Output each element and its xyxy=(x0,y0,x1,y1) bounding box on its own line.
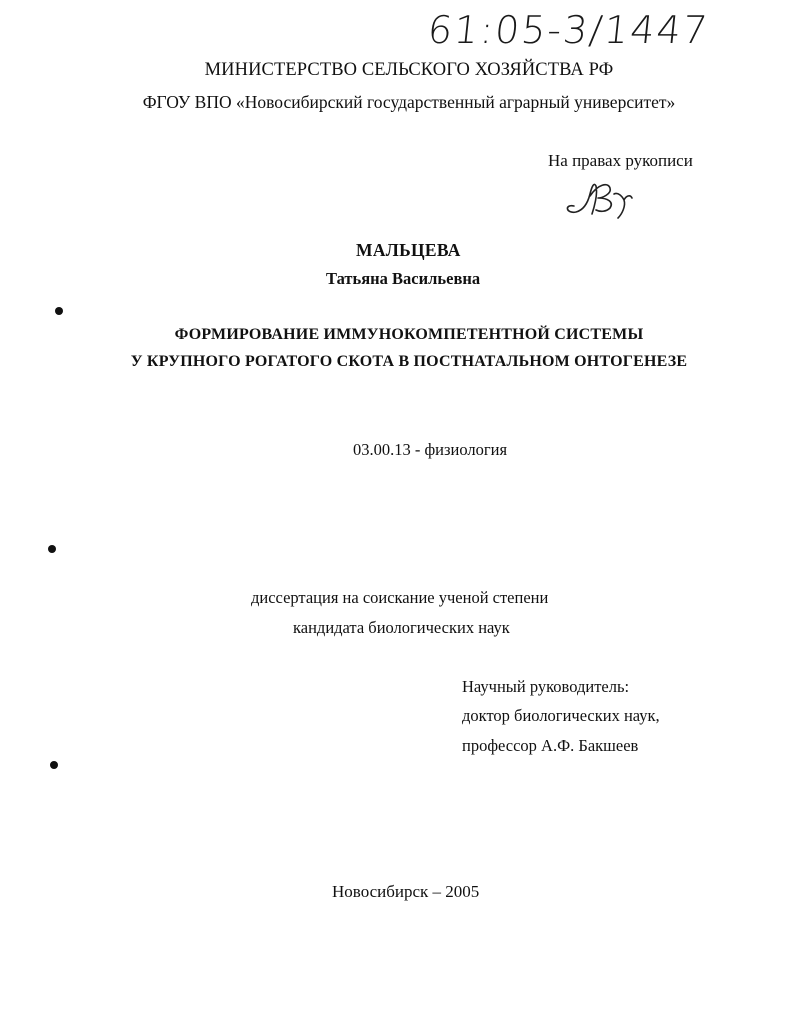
university-heading: ФГОУ ВПО «Новосибирский государственный аграрный университет» xyxy=(142,92,676,112)
city-year: Новосибирск – 2005 xyxy=(332,882,480,901)
thesis-title-line-1: ФОРМИРОВАНИЕ ИММУНОКОМПЕТЕНТНОЙ СИСТЕМЫ xyxy=(174,326,644,343)
signature-icon xyxy=(560,172,640,220)
degree-line-2: кандидата биологических наук xyxy=(293,618,510,637)
supervisor-degree: доктор биологических наук, xyxy=(462,706,660,725)
supervisor-label: Научный руководитель: xyxy=(462,677,630,696)
author-name: Татьяна Васильевна xyxy=(326,269,481,288)
manuscript-note: На правах рукописи xyxy=(548,151,693,170)
ministry-heading: МИНИСТЕРСТВО СЕЛЬСКОГО ХОЗЯЙСТВА РФ xyxy=(204,60,614,80)
punch-hole-mark xyxy=(55,307,63,315)
specialty-code: 03.00.13 - физиология xyxy=(353,440,508,459)
punch-hole-mark xyxy=(50,761,58,769)
punch-hole-mark xyxy=(48,545,56,553)
supervisor-name: профессор А.Ф. Бакшеев xyxy=(462,736,639,755)
degree-line-1: диссертация на соискание ученой степени xyxy=(251,588,549,607)
archive-code-handwritten: 61:05-3/1447 xyxy=(425,8,712,52)
author-surname: МАЛЬЦЕВА xyxy=(356,240,461,260)
thesis-title-line-2: У КРУПНОГО РОГАТОГО СКОТА В ПОСТНАТАЛЬНОМ ОНТОГЕНЕЗЕ xyxy=(130,353,688,370)
